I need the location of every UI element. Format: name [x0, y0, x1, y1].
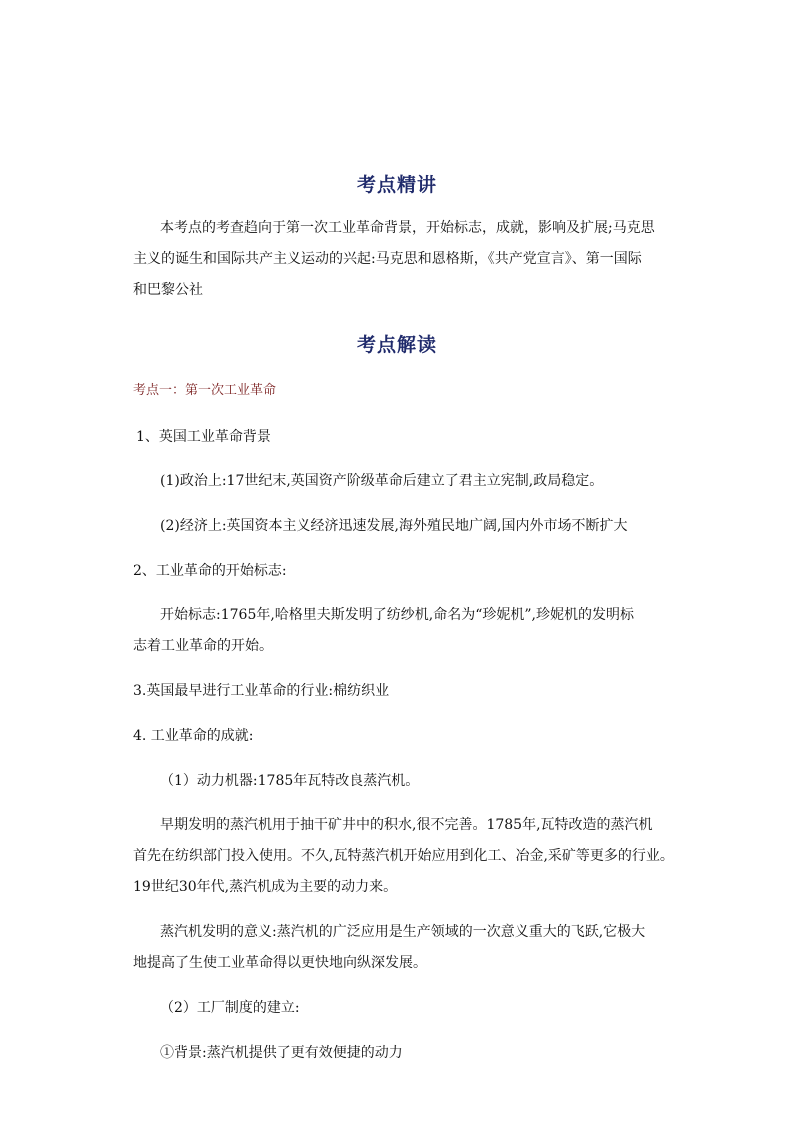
item-4-paragraph-1-line-3: 19世纪30年代,蒸汽机成为主要的动力来。	[133, 879, 398, 895]
item-1-economy: (2)经济上:英国资本主义经济迅速发展,海外殖民地广阔,国内外市场不断扩大	[160, 518, 628, 534]
intro-line-3: 和巴黎公社	[133, 282, 203, 298]
intro-line-1: 本考点的考查趋向于第一次工业革命背景，开始标志，成就，影响及扩展;马克思	[160, 220, 655, 236]
intro-line-2: 主义的诞生和国际共产主义运动的兴起:马克思和恩格斯，《共产党宣言》、第一国际	[133, 251, 642, 267]
section-title-interpretation: 考点解读	[356, 334, 437, 356]
item-2-line-2: 志着工业革命的开始。	[133, 638, 273, 654]
item-4-paragraph-1-line-2: 首先在纺织部门投入使用。不久,瓦特蒸汽机开始应用到化工、冶金,采矿等更多的行业。	[133, 848, 674, 864]
item-4-heading: 4. 工业革命的成就:	[133, 728, 254, 744]
item-4-paragraph-2-line-1: 蒸汽机发明的意义:蒸汽机的广泛应用是生产领域的一次意义重大的飞跃,它极大	[160, 924, 646, 940]
item-4-paragraph-1-line-1: 早期发明的蒸汽机用于抽干矿井中的积水,很不完善。1785年,瓦特改造的蒸汽机	[160, 817, 653, 833]
point-one-heading: 考点一：第一次工业革命	[133, 383, 277, 398]
section-title-key-points: 考点精讲	[356, 174, 437, 196]
item-2-line-1: 开始标志:1765年,哈格里夫斯发明了纺纱机,命名为“珍妮机”,珍妮机的发明标	[160, 607, 635, 623]
item-1-politics: (1)政治上:17世纪末,英国资产阶级革命后建立了君主立宪制,政局稳定。	[160, 473, 604, 489]
item-4-paragraph-2-line-2: 地提高了生使工业革命得以更快地向纵深发展。	[133, 955, 427, 971]
item-4-sub-2: （2）工厂制度的建立:	[160, 1000, 300, 1016]
item-3-heading: 3.英国最早进行工业革命的行业:棉纺织业	[133, 683, 390, 699]
item-4-sub-1: （1）动力机器:1785年瓦特改良蒸汽机。	[160, 773, 420, 789]
item-2-heading: 2、工业革命的开始标志:	[133, 563, 287, 579]
item-1-heading: 1、英国工业革命背景	[136, 429, 271, 445]
item-4-sub-2-background: ①背景:蒸汽机提供了更有效便捷的动力	[160, 1045, 403, 1061]
